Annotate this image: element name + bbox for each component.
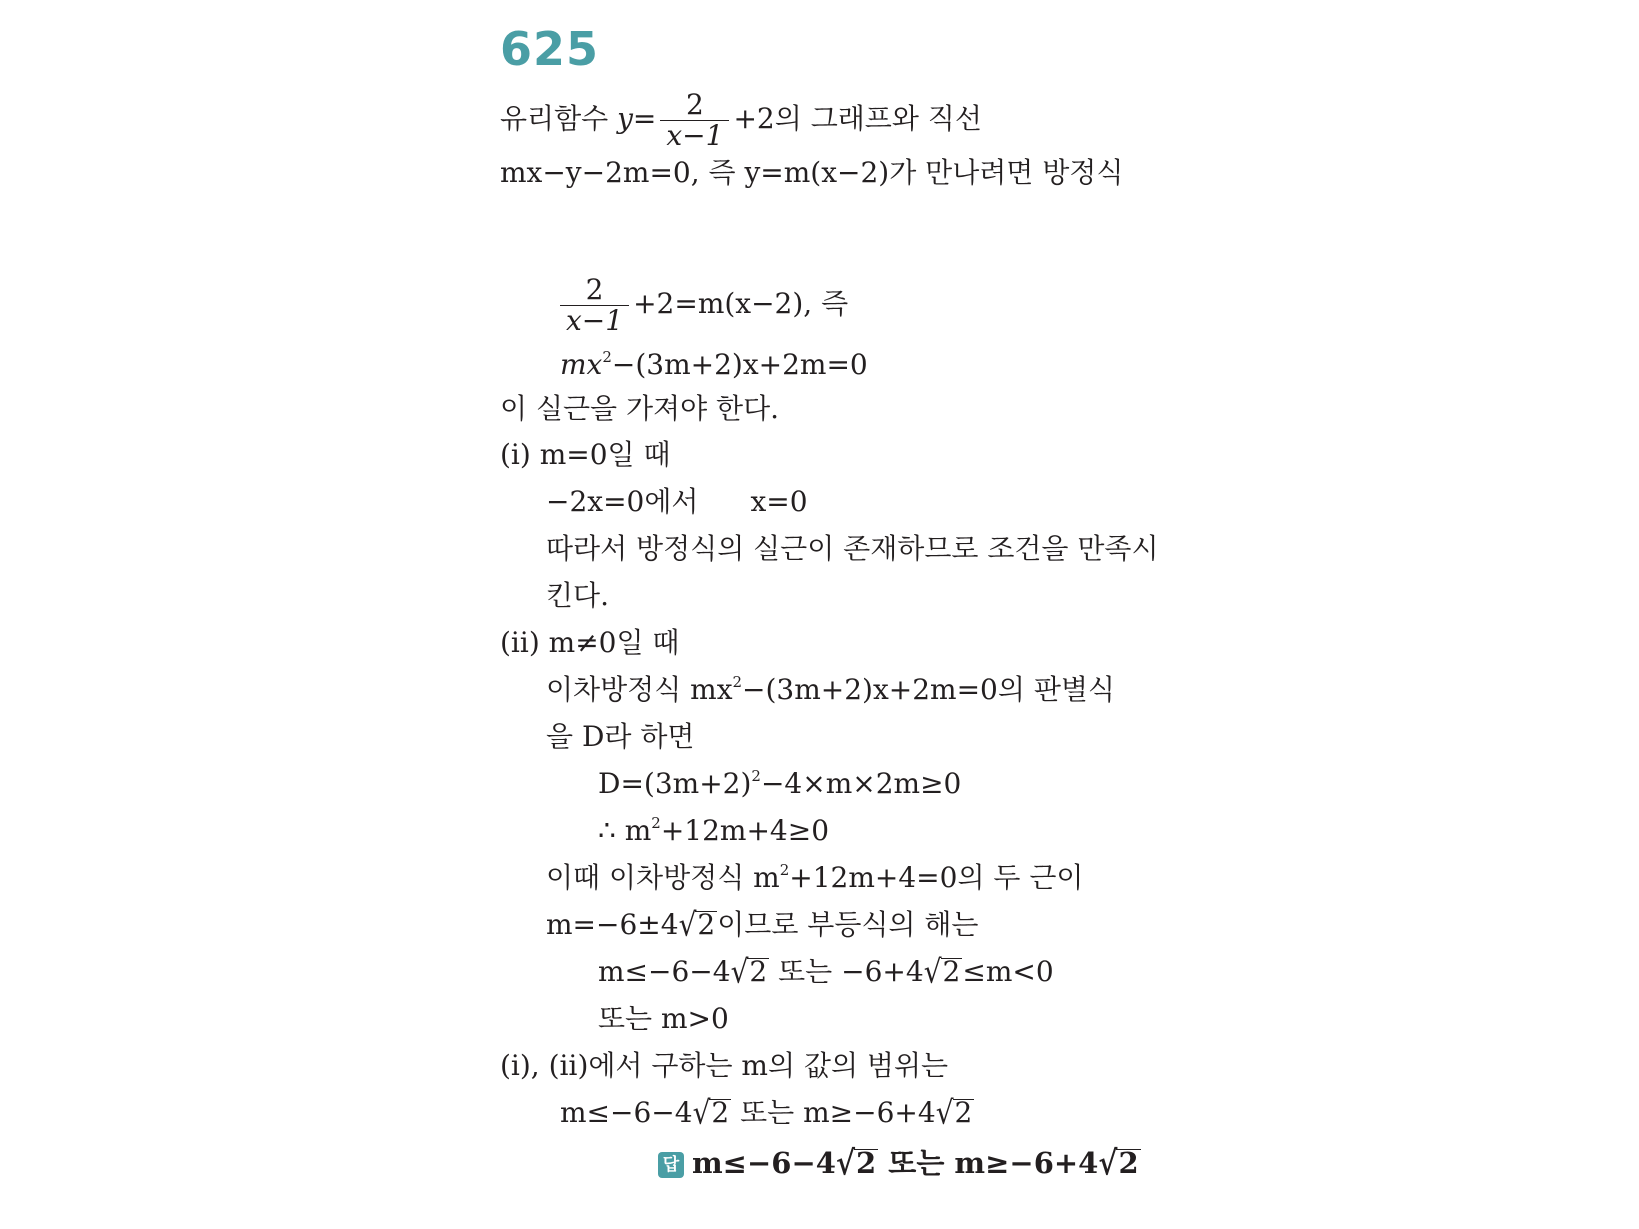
case-2-heading: (ⅱ) m≠0일 때 <box>500 626 680 659</box>
equation-1 <box>556 275 848 336</box>
answer-line <box>658 1143 1141 1183</box>
solution-range-cont: 또는 m>0 <box>598 1002 729 1035</box>
radicand: 2 <box>697 908 716 941</box>
roots-value <box>546 905 979 944</box>
term: m≤−6−4 <box>560 1096 693 1129</box>
case-1-equation <box>546 485 808 519</box>
term: +12m+4≥0 <box>660 814 830 847</box>
sqrt: √2 <box>1098 1143 1139 1183</box>
result: x=0 <box>750 485 808 518</box>
denominator: x−1 <box>566 304 624 337</box>
sqrt: √2 <box>935 1093 973 1132</box>
solution-range <box>598 952 1054 991</box>
var-y: y <box>617 102 633 135</box>
final-range <box>560 1093 974 1132</box>
sqrt: √2 <box>923 952 961 991</box>
text: 이므로 부등식의 해는 <box>717 908 979 941</box>
text: −2x=0에서 <box>546 485 699 518</box>
conclusion-text: (ⅰ), (ⅱ)에서 구하는 m의 값의 범위는 <box>500 1049 949 1082</box>
term: −4×m×2m≥0 <box>760 767 962 800</box>
sqrt: √2 <box>835 1143 877 1183</box>
case-1-text-cont: 킨다. <box>546 579 609 612</box>
answer-term: 또는 m≥−6+4 <box>878 1146 1099 1180</box>
line-rational-function <box>500 90 982 151</box>
text: −(3m+2)x+2m=0의 판별식 <box>742 673 1115 706</box>
numerator: 2 <box>660 90 729 121</box>
exponent: 2 <box>602 348 612 366</box>
term: 또는 −6+4 <box>769 955 924 988</box>
radicand: 2 <box>1118 1146 1139 1180</box>
equals: = <box>632 102 657 135</box>
simplified-inequality <box>598 814 829 848</box>
exponent: 2 <box>651 814 661 832</box>
answer-badge: 답 <box>658 1152 684 1178</box>
text: +12m+4=0의 두 근이 <box>789 861 1084 894</box>
equation-rest: +2=m(x−2), 즉 <box>633 287 849 320</box>
text: 이때 이차방정식 m <box>546 861 780 894</box>
term: ∴ m <box>598 814 652 847</box>
term: m≤−6−4 <box>598 955 731 988</box>
term: m=−6±4 <box>546 908 679 941</box>
radicand: 2 <box>856 1146 877 1180</box>
case-2-discriminant-label: 을 D라 하면 <box>546 720 695 753</box>
text: +2의 그래프와 직선 <box>733 102 982 135</box>
line-line-equation: mx−y−2m=0, 즉 y=m(x−2)가 만나려면 방정식 <box>500 156 1124 189</box>
case-2-quadratic <box>546 673 1115 707</box>
text: 유리함수 <box>500 102 618 135</box>
exponent: 2 <box>732 673 743 691</box>
text: 이차방정식 mx <box>546 673 733 706</box>
equation-2 <box>560 348 868 382</box>
term: mx <box>560 348 603 381</box>
term: ≤m<0 <box>962 955 1054 988</box>
roots-text <box>546 861 1083 895</box>
term: −(3m+2)x+2m=0 <box>611 348 868 381</box>
radicand: 2 <box>749 955 768 988</box>
line-real-roots: 이 실근을 가져야 한다. <box>500 392 780 425</box>
radicand: 2 <box>711 1096 730 1129</box>
fraction <box>660 90 729 151</box>
term: D=(3m+2) <box>598 767 752 800</box>
exponent: 2 <box>779 861 790 879</box>
sqrt: √2 <box>678 905 716 944</box>
sqrt: √2 <box>692 1093 730 1132</box>
numerator: 2 <box>560 275 629 306</box>
answer-term: m≤−6−4 <box>692 1146 836 1180</box>
fraction <box>560 275 629 336</box>
problem-number: 625 <box>500 22 600 76</box>
discriminant-inequality <box>598 767 961 801</box>
case-1-heading: (ⅰ) m=0일 때 <box>500 438 671 471</box>
exponent: 2 <box>751 767 761 785</box>
radicand: 2 <box>954 1096 973 1129</box>
sqrt: √2 <box>730 952 768 991</box>
term: 또는 m≥−6+4 <box>731 1096 936 1129</box>
radicand: 2 <box>942 955 961 988</box>
case-1-text: 따라서 방정식의 실근이 존재하므로 조건을 만족시 <box>546 532 1159 565</box>
denominator: x−1 <box>666 119 724 152</box>
